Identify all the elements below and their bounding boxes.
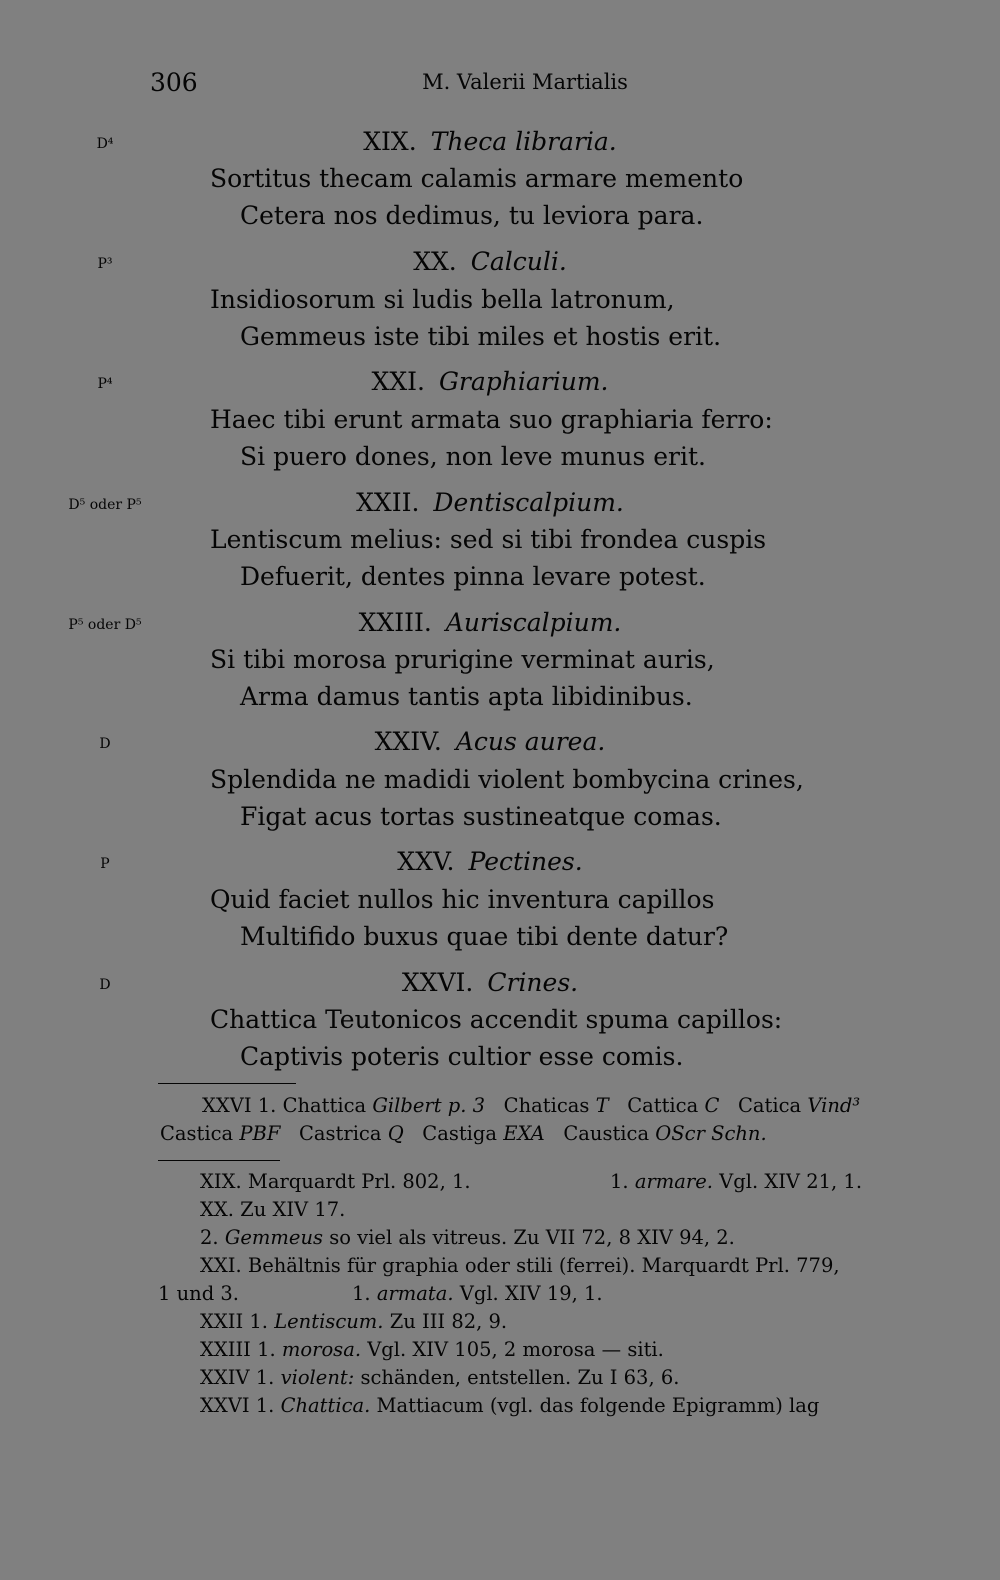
- notes-rule: [158, 1160, 280, 1161]
- note-lemma: violent:: [280, 1366, 355, 1389]
- epigram-title: Theca libraria.: [430, 127, 617, 156]
- note-line: [610, 1170, 862, 1193]
- note-lemma: armare.: [634, 1170, 713, 1193]
- note-text: Mattiacum (vgl. das folgende Epigramm) lag: [376, 1394, 820, 1417]
- apparatus-reading: Castrica: [298, 1122, 382, 1145]
- note-ref: XXIV 1.: [200, 1366, 275, 1389]
- note-ref: XXIII 1.: [200, 1338, 276, 1361]
- siglum: D⁴: [96, 136, 114, 152]
- note-ref: XXVI 1.: [200, 1394, 275, 1417]
- epigram-number: XIX.: [363, 127, 417, 156]
- siglum: P: [100, 856, 110, 872]
- epigram-number: XXI.: [371, 367, 425, 396]
- apparatus-witness: Q: [387, 1122, 404, 1145]
- apparatus-witness: T: [595, 1094, 609, 1117]
- running-title: M. Valerii Martialis: [422, 70, 628, 94]
- note-text: Zu III 82, 9.: [389, 1310, 508, 1333]
- epigram-heading: [180, 488, 800, 517]
- epigram-heading: [180, 847, 800, 876]
- verse-line: Captivis poteris cultior esse comis.: [240, 1042, 684, 1071]
- note-line: [200, 1366, 679, 1389]
- note-lemma: Lentiscum.: [274, 1310, 384, 1333]
- apparatus-ref: XXVI 1.: [202, 1094, 277, 1117]
- epigram-heading: [180, 727, 800, 756]
- verse-line: Cetera nos dedimus, tu leviora para.: [240, 201, 704, 230]
- note-text: Vgl. XIV 21, 1.: [719, 1170, 863, 1193]
- epigram-number: XXIV.: [374, 727, 442, 756]
- verse-line: Splendida ne madidi violent bombycina crines,: [210, 765, 804, 794]
- verse-line: Defuerit, dentes pinna levare potest.: [240, 562, 706, 591]
- note-number: 1.: [610, 1170, 629, 1193]
- note-text: schänden, entstellen. Zu I 63, 6.: [360, 1366, 680, 1389]
- apparatus-reading: Catica: [737, 1094, 802, 1117]
- verse-line: Figat acus tortas sustineatque comas.: [240, 802, 722, 831]
- epigram-number: XXVI.: [401, 968, 474, 997]
- apparatus-witness: PBF: [239, 1122, 281, 1145]
- note-number: 2.: [200, 1226, 219, 1249]
- siglum: D: [99, 977, 111, 993]
- epigram-heading: [180, 367, 800, 396]
- apparatus-reading: Castica: [160, 1122, 234, 1145]
- verse-line: Sortitus thecam calamis armare memento: [210, 164, 744, 193]
- epigram-heading: [180, 608, 800, 637]
- note-line: XIX. Marquardt Prl. 802, 1.: [200, 1170, 471, 1193]
- apparatus-witness: Gilbert p. 3: [372, 1094, 486, 1117]
- siglum: P⁵ oder D⁵: [68, 617, 142, 633]
- note-line: [352, 1282, 603, 1305]
- apparatus-reading: Caustica: [563, 1122, 650, 1145]
- epigram-title: Calculi.: [470, 247, 567, 276]
- epigram-title: Acus aurea.: [455, 727, 606, 756]
- note-line: 1 und 3.: [158, 1282, 240, 1305]
- note-line: [200, 1394, 819, 1417]
- note-line: XXI. Behältnis für graphia oder stili (ferrei). Marquardt Prl. 779,: [200, 1254, 840, 1277]
- epigram-title: Graphiarium.: [438, 367, 609, 396]
- note-ref: XXII 1.: [200, 1310, 268, 1333]
- verse-line: Lentiscum melius: sed si tibi frondea cuspis: [210, 525, 767, 554]
- verse-line: Si tibi morosa prurigine verminat auris,: [210, 645, 715, 674]
- apparatus-witness: C: [704, 1094, 720, 1117]
- apparatus-reading: Cattica: [627, 1094, 699, 1117]
- note-lemma: morosa.: [281, 1338, 362, 1361]
- apparatus-witness: Vind³: [807, 1094, 861, 1117]
- epigram-number: XXIII.: [358, 608, 432, 637]
- verse-line: Multifido buxus quae tibi dente datur?: [240, 922, 729, 951]
- note-text: Vgl. XIV 19, 1.: [459, 1282, 603, 1305]
- note-line: XX. Zu XIV 17.: [200, 1198, 346, 1221]
- epigram-number: XXII.: [356, 488, 420, 517]
- epigram-heading: [180, 247, 800, 276]
- apparatus-reading: Castiga: [422, 1122, 498, 1145]
- verse-line: Gemmeus iste tibi miles et hostis erit.: [240, 322, 722, 351]
- verse-line: Haec tibi erunt armata suo graphiaria ferro:: [210, 405, 773, 434]
- epigram-heading: [180, 968, 800, 997]
- note-number: 1.: [352, 1282, 371, 1305]
- epigram-number: XXV.: [397, 847, 455, 876]
- critical-apparatus: [160, 1092, 916, 1148]
- page-number: 306: [150, 68, 198, 97]
- apparatus-reading: Chaticas: [503, 1094, 590, 1117]
- verse-line: Arma damus tantis apta libidinibus.: [240, 682, 693, 711]
- epigram-title: Dentiscalpium.: [433, 488, 624, 517]
- epigram-title: Crines.: [487, 968, 579, 997]
- siglum: P⁴: [97, 376, 113, 392]
- note-lemma: Chattica.: [280, 1394, 371, 1417]
- apparatus-witness: EXA: [503, 1122, 545, 1145]
- note-line: [200, 1338, 664, 1361]
- siglum: D⁵ oder P⁵: [68, 497, 142, 513]
- apparatus-witness: OScr Schn.: [655, 1122, 767, 1145]
- note-lemma: armata.: [376, 1282, 454, 1305]
- verse-line: Si puero dones, non leve munus erit.: [240, 442, 706, 471]
- note-text: Vgl. XIV 105, 2 morosa — siti.: [367, 1338, 664, 1361]
- apparatus-reading: Chattica: [282, 1094, 367, 1117]
- epigram-title: Pectines.: [468, 847, 583, 876]
- verse-line: Quid faciet nullos hic inventura capillos: [210, 885, 715, 914]
- verse-line: Chattica Teutonicos accendit spuma capillos:: [210, 1005, 783, 1034]
- note-lemma: Gemmeus: [224, 1226, 324, 1249]
- epigram-number: XX.: [413, 247, 457, 276]
- epigram-heading: [180, 127, 800, 156]
- siglum: D: [99, 736, 111, 752]
- note-line: [200, 1310, 507, 1333]
- verse-line: Insidiosorum si ludis bella latronum,: [210, 285, 675, 314]
- epigram-title: Auriscalpium.: [445, 608, 622, 637]
- note-line: [200, 1226, 735, 1249]
- note-text: so viel als vitreus. Zu VII 72, 8 XIV 94, 2.: [329, 1226, 735, 1249]
- apparatus-rule: [158, 1083, 296, 1084]
- siglum: P³: [97, 256, 113, 272]
